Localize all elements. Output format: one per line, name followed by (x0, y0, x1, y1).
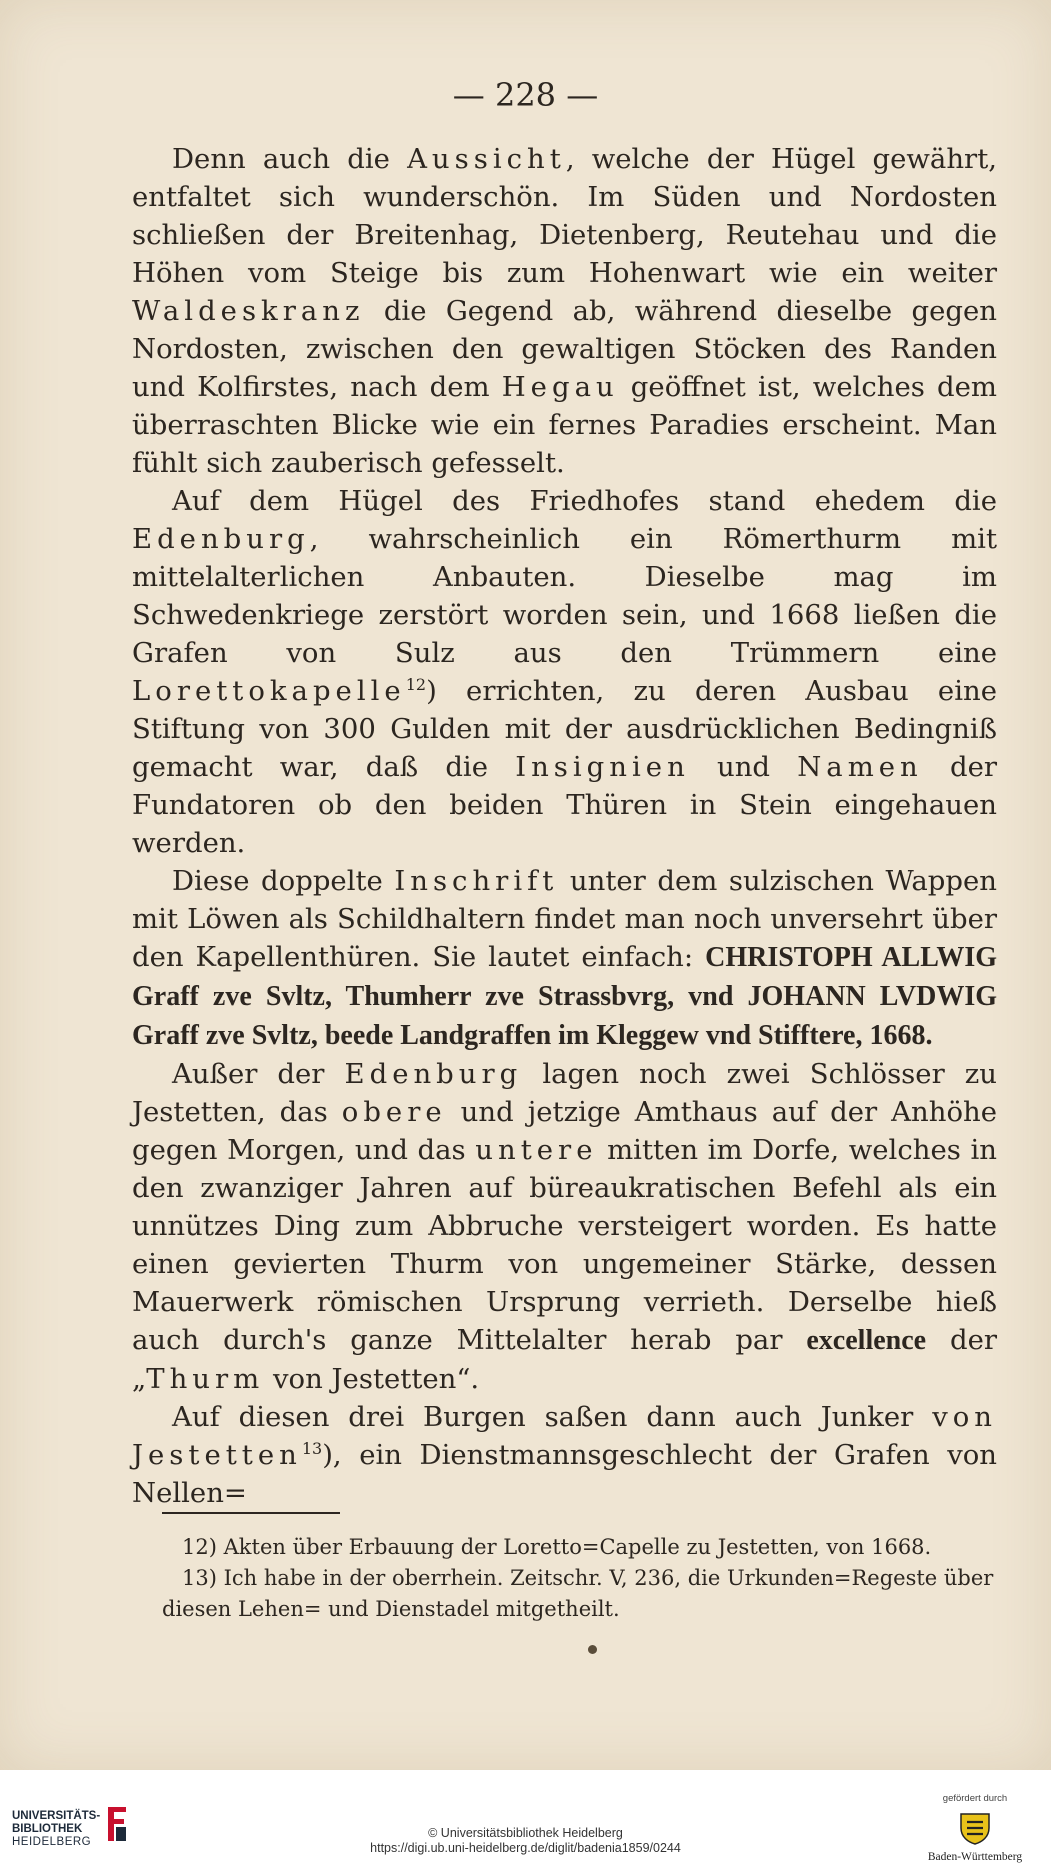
text-segment: der Fundatoren ob den beiden Thüren in Stein eingehauen werden. (132, 751, 997, 859)
footnote-text: Akten über Erbauung der Loretto=Capelle zu Jestetten, von 1668. (223, 1535, 932, 1559)
sponsor-block[interactable] (910, 1793, 1040, 1863)
text-segment: Insignien (515, 751, 690, 783)
text-segment: ), ein Dienstmannsgeschlecht der Grafen von Nellen= (132, 1439, 997, 1509)
footer-credits (0, 1826, 1051, 1856)
text-segment: Edenburg (344, 1058, 523, 1090)
text-segment: Diese doppelte (172, 865, 395, 897)
text-segment: geöffnet ist, welches dem überraschten Blicke wie ein fernes Paradies erscheint. Man fühlt sich zauberisch gefesselt. (132, 371, 997, 479)
text-segment: Auf diesen drei Burgen saßen dann auch Junker (172, 1401, 933, 1433)
logo-line: BIBLIOTHEK (12, 1823, 83, 1835)
text-segment: Aussicht (407, 143, 566, 175)
text-segment: Thurm (146, 1363, 265, 1395)
text-segment: Waldeskranz (132, 295, 365, 327)
footnote-13 (162, 1563, 997, 1625)
text-segment: von Jestetten“. (264, 1363, 480, 1395)
text-segment: , wahrscheinlich ein Römerthurm mit mittelalterlichen Anbauten. Dieselbe mag im Schwedenkriege zerstört worden sein, und 1668 ließen die Grafen von Sulz aus den Trümmern eine (132, 523, 997, 669)
paragraph (132, 1398, 997, 1512)
text-segment: Edenburg (132, 523, 310, 555)
text-segment: Inschrift (394, 865, 559, 897)
body-text (132, 140, 997, 1512)
text-segment: Lorettokapelle (132, 675, 406, 707)
text-segment: , welche der Hügel gewährt, entfaltet sich wunderschön. Im Süden und Nordosten schließen der Breitenhag, Dietenberg, Reutehau und die Höhen vom Steige bis zum Hohenwart wie ein weiter (132, 143, 997, 289)
footnote-ref: 13) (182, 1566, 217, 1590)
paragraph (132, 140, 997, 482)
sponsor-label: gefördert durch (942, 1793, 1008, 1804)
footnote-ref: 12) (182, 1535, 217, 1559)
text-segment: lagen noch zwei Schlösser zu Jestetten, das (132, 1058, 997, 1128)
copyright-text: © Universitätsbibliothek Heidelberg (428, 1826, 623, 1840)
footnotes (162, 1532, 997, 1625)
text-segment: der „ (132, 1324, 997, 1395)
text-segment: ) errichten, zu deren Ausbau eine Stiftung von 300 Gulden mit der ausdrücklichen Bedingniß gemacht war, daß die (132, 675, 997, 783)
footnote-text: Ich habe in der oberrhein. Zeitschr. V, 236, die Urkunden=Regeste über diesen Lehen= und Dienstadel mitgetheilt. (162, 1566, 994, 1621)
paragraph (132, 1055, 997, 1398)
text-segment: von Jestetten (132, 1401, 997, 1471)
ink-spot (588, 1645, 597, 1654)
text-segment: und (689, 751, 798, 783)
sponsor-name: Baden-Württemberg (927, 1851, 1023, 1863)
baden-wuerttemberg-crest-icon (957, 1810, 993, 1846)
footnote-separator (162, 1512, 340, 1514)
text-segment: die Gegend ab, während dieselbe gegen Nordosten, zwischen den gewaltigen Stöcken des Randen und Kolfirstes, nach dem (132, 295, 997, 403)
text-segment: mitten im Dorfe, welches in den zwanziger Jahren auf büreaukratischen Befehl als ein unnützes Ding zum Abbruche versteigert worden. Es hatte einen gevierten Thurm von ungemeiner Stärke, dessen Mauerwerk römischen Ursprung verrieth. Derselbe hieß auch durch's ganze Mittelalter herab par (132, 1134, 997, 1356)
paragraph (132, 482, 997, 862)
source-url-link[interactable]: https://digi.ub.uni-heidelberg.de/diglit/badenia1859/0244 (370, 1841, 681, 1855)
paragraph (132, 862, 997, 1055)
text-segment: Auf dem Hügel des Friedhofes stand ehedem die (172, 485, 997, 517)
text-segment: excellence (806, 1325, 927, 1356)
page-number: — 228 — (452, 76, 599, 114)
text-segment: untere (475, 1134, 598, 1166)
logo-line: HEIDELBERG (12, 1836, 92, 1848)
footnote-reference: 12 (405, 674, 427, 694)
text-segment: und jetzige Amthaus auf der Anhöhe gegen Morgen, und das (132, 1096, 997, 1166)
footnote-reference: 13 (301, 1438, 323, 1458)
text-segment: Namen (797, 751, 923, 783)
footnote-12 (162, 1532, 997, 1563)
text-segment: obere (341, 1096, 447, 1128)
text-segment: Außer der (172, 1058, 345, 1090)
text-segment: unter dem sulzischen Wappen mit Löwen als Schildhaltern findet man noch unversehrt über den Kapellenthüren. Sie lautet einfach: (132, 865, 997, 973)
text-segment: Hegau (501, 371, 619, 403)
text-segment: Denn auch die (172, 143, 408, 175)
text-segment: CHRISTOPH ALLWIG Graff zve Svltz, Thumherr zve Strassbvrg, vnd JOHANN LVDWIG Graff zve Svltz, beede Landgraffen im Kleggew vnd Stifftere, 1668. (132, 942, 997, 1051)
logo-line: UNIVERSITÄTS- (12, 1810, 101, 1822)
